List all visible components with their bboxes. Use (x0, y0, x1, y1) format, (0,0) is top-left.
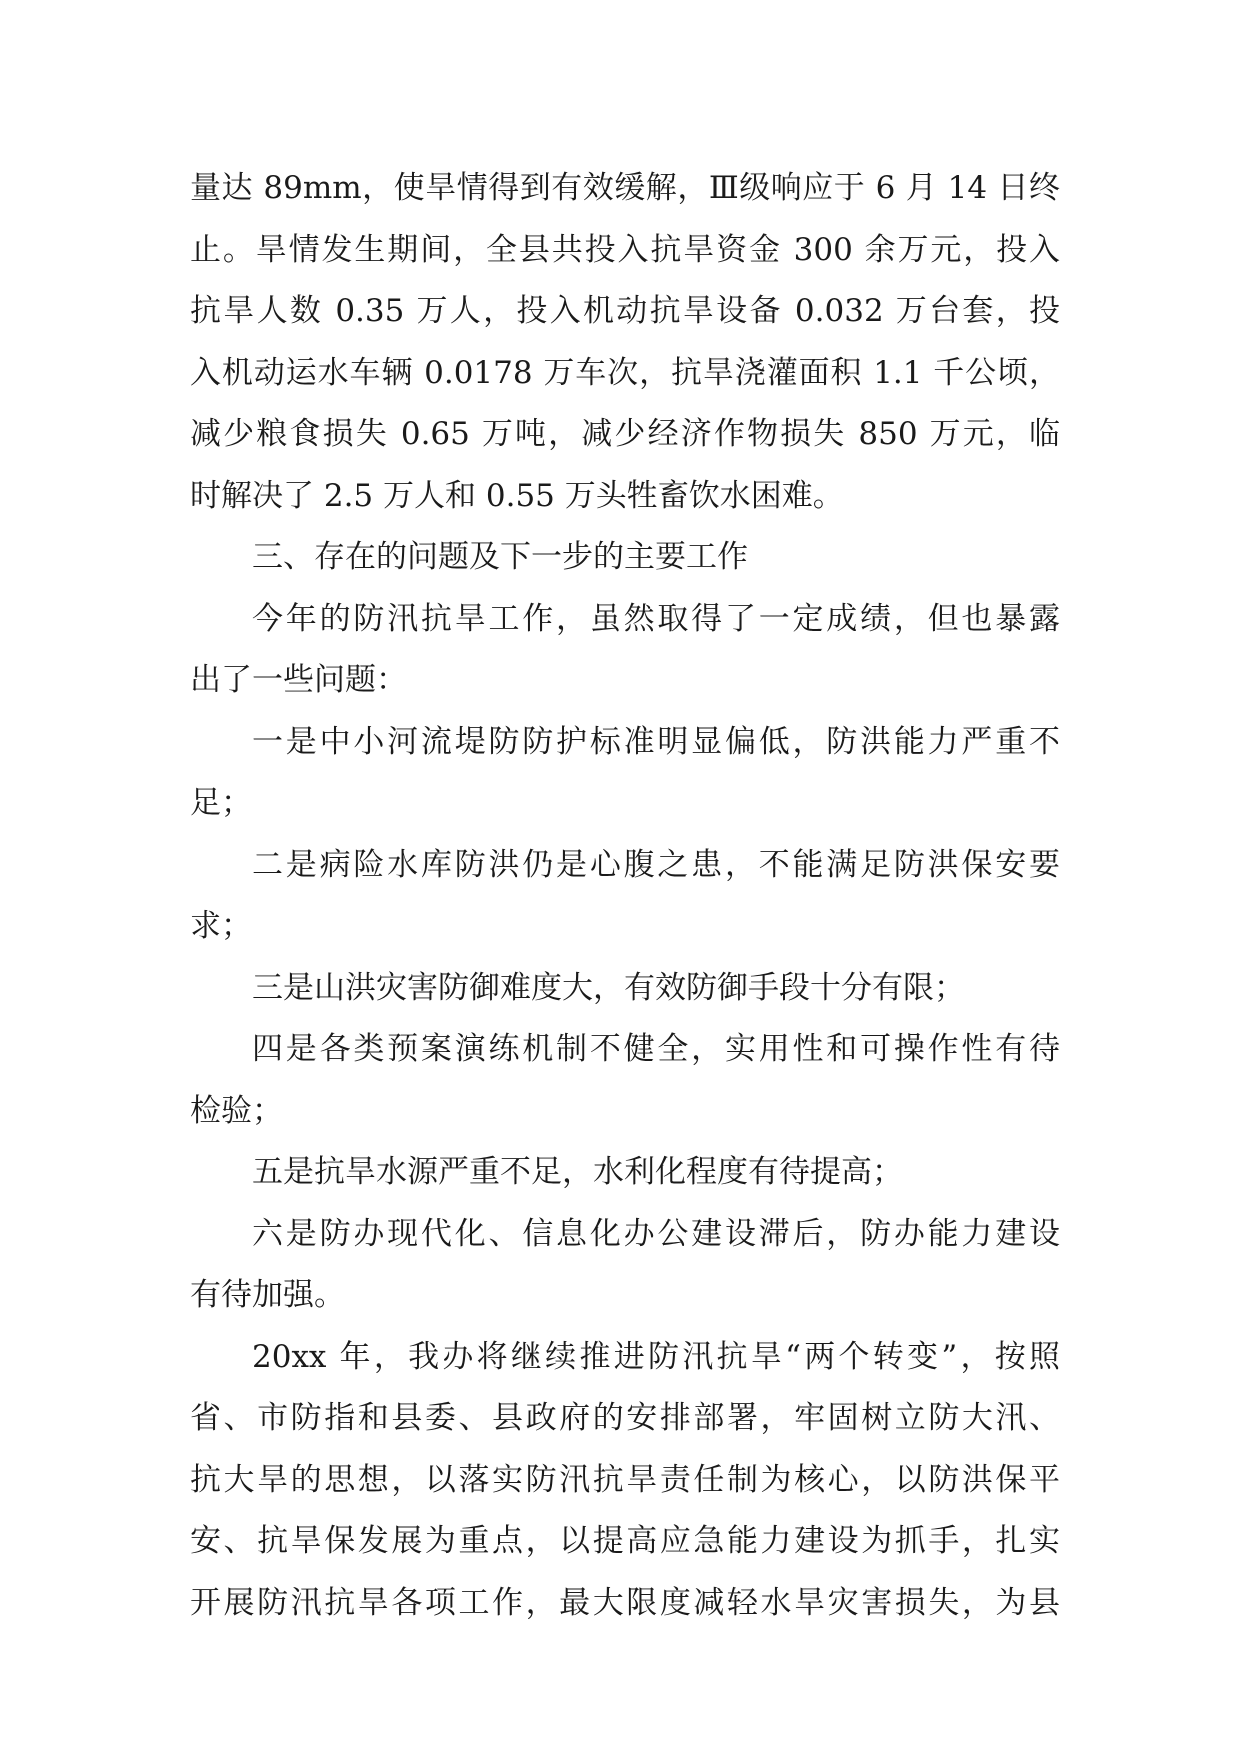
text-line-24 (190, 1573, 1060, 1635)
text-line-10 (190, 712, 1060, 774)
text-line-19-content: 有待加强。 (190, 1277, 345, 1313)
text-line-23 (190, 1511, 1060, 1573)
text-line-8-content: 今年的防汛抗旱工作，虽然取得了一定成绩，但也暴露 (252, 600, 1060, 637)
text-line-18-content: 六是防办现代化、信息化办公建设滞后，防办能力建设 (252, 1215, 1060, 1252)
text-line-4 (190, 343, 1060, 405)
text-line-1-content: 量达 89mm，使旱情得到有效缓解，Ⅲ级响应于 6 月 14 日终 (190, 170, 1060, 206)
text-line-24-content: 开展防汛抗旱各项工作，最大限度减轻水旱灾害损失，为县 (190, 1584, 1060, 1621)
text-line-4-content: 入机动运水车辆 0.0178 万车次，抗旱浇灌面积 1.1 千公顷， (190, 354, 1060, 391)
text-line-12 (190, 835, 1060, 897)
text-line-10-content: 一是中小河流堤防防护标准明显偏低，防洪能力严重不 (252, 723, 1060, 760)
text-line-20-content: 20xx 年，我办将继续推进防汛抗旱“两个转变”，按照 (252, 1338, 1060, 1375)
text-line-2 (190, 220, 1060, 282)
text-line-21 (190, 1388, 1060, 1450)
text-line-5 (190, 404, 1060, 466)
text-line-16 (190, 1081, 1060, 1143)
document-body (190, 158, 1060, 1634)
text-line-3-content: 抗旱人数 0.35 万人，投入机动抗旱设备 0.032 万台套，投 (190, 293, 1060, 329)
text-line-11-content: 足； (190, 785, 252, 821)
text-line-12-content: 二是病险水库防洪仍是心腹之患，不能满足防洪保安要 (252, 846, 1060, 883)
text-line-2-content: 止。旱情发生期间，全县共投入抗旱资金 300 余万元，投入 (190, 231, 1060, 268)
text-line-6-content: 时解决了 2.5 万人和 0.55 万头牲畜饮水困难。 (190, 477, 844, 514)
text-line-8 (190, 589, 1060, 651)
section-heading (190, 527, 1060, 589)
text-line-20 (190, 1327, 1060, 1389)
text-line-16-content: 检验； (190, 1092, 283, 1129)
text-line-19 (190, 1265, 1060, 1327)
text-line-6 (190, 466, 1060, 528)
text-line-1 (190, 158, 1060, 220)
text-line-17-content: 五是抗旱水源严重不足，水利化程度有待提高； (252, 1154, 903, 1190)
text-line-17 (190, 1142, 1060, 1204)
text-line-9 (190, 650, 1060, 712)
text-line-15-content: 四是各类预案演练机制不健全，实用性和可操作性有待 (252, 1031, 1060, 1067)
text-line-23-content: 安、抗旱保发展为重点，以提高应急能力建设为抓手，扎实 (190, 1523, 1060, 1559)
text-line-22 (190, 1450, 1060, 1512)
text-line-3 (190, 281, 1060, 343)
text-line-9-content: 出了一些问题： (190, 662, 407, 698)
text-line-13-content: 求； (190, 908, 252, 944)
text-line-13 (190, 896, 1060, 958)
text-line-18 (190, 1204, 1060, 1266)
text-line-11 (190, 773, 1060, 835)
text-line-21-content: 省、市防指和县委、县政府的安排部署，牢固树立防大汛、 (190, 1400, 1060, 1436)
text-line-22-content: 抗大旱的思想，以落实防汛抗旱责任制为核心，以防洪保平 (190, 1461, 1060, 1498)
text-line-14-content: 三是山洪灾害防御难度大，有效防御手段十分有限； (252, 969, 965, 1006)
section-heading-content: 三、存在的问题及下一步的主要工作 (252, 539, 748, 575)
text-line-15 (190, 1019, 1060, 1081)
text-line-14 (190, 958, 1060, 1020)
text-line-5-content: 减少粮食损失 0.65 万吨，减少经济作物损失 850 万元，临 (190, 416, 1060, 452)
